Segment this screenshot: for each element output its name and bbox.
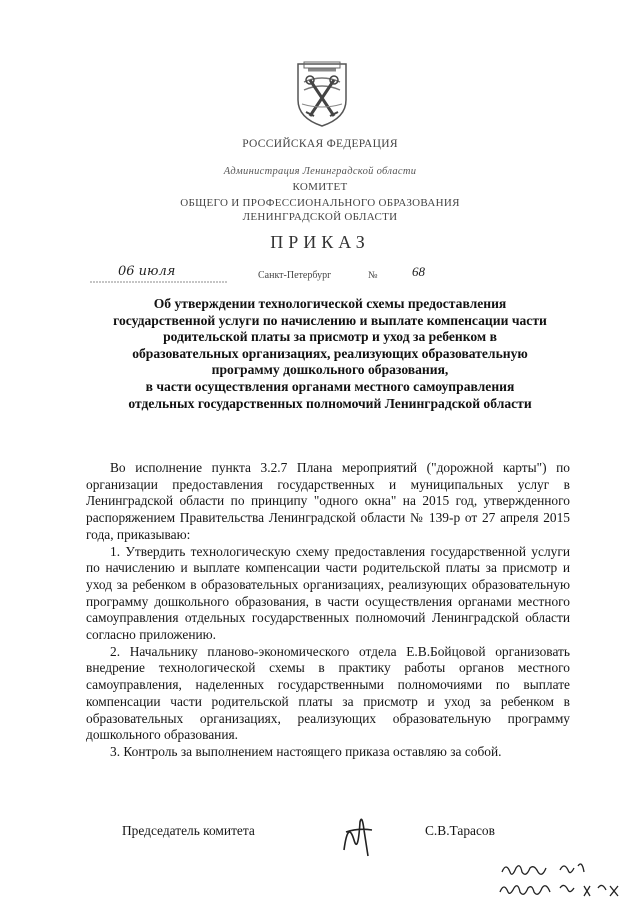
number-sign-label: №: [368, 270, 378, 281]
order-item-3: 3. Контроль за выполнением настоящего приказа оставляю за собой.: [110, 743, 502, 759]
signatory-role: Председатель комитета: [122, 823, 255, 838]
title-line: программу дошкольного образования,: [211, 362, 449, 378]
document-body: [86, 460, 570, 761]
city-label: Санкт-Петербург: [258, 270, 332, 281]
document-title: [60, 296, 600, 412]
preamble-paragraph: Во исполнение пункта 3.2.7 Плана мероприятий ("дорожной карты") по организации предоставления государственных и муниципальных услуг в Ленинградской области по принципу "одного окна" на 2015 год, утвержденного распоряжением Правительства Ленинградской области № 139-р от 27 апреля 2015 года, приказываю:: [86, 460, 570, 542]
signatory-name: С.В.Тарасов: [425, 823, 495, 838]
region-heading: ЛЕНИНГРАДСКОЙ ОБЛАСТИ: [242, 211, 398, 223]
title-line: родительской платы за присмотр и уход за ребенком в: [163, 329, 497, 345]
title-line: Об утверждении технологической схемы предоставления: [153, 296, 507, 311]
administration-heading: Администрация Ленинградской области: [223, 166, 417, 177]
order-item-1: 1. Утвердить технологическую схему предоставления государственной услуги по начислению и выплате компенсации части родительской платы за присмотр и уход за ребенком в образовательных организациях, реализующих образовательную программу дошкольного образования, в части осуществления органами местного самоуправления отдельных государственных полномочий Ленинградской области согласно приложению.: [86, 543, 570, 643]
country-heading: РОССИЙСКАЯ ФЕДЕРАЦИЯ: [242, 138, 398, 150]
document-type-title: ПРИКАЗ: [270, 232, 370, 252]
title-line: в части осуществления органами местного самоуправления: [145, 378, 515, 394]
handwritten-number: 68: [412, 264, 425, 279]
coat-of-arms-emblem: [292, 60, 352, 128]
handwritten-signature: [338, 810, 378, 862]
title-line: государственной услуги по начислению и выплате компенсации части: [113, 312, 547, 328]
committee-heading: КОМИТЕТ: [292, 181, 348, 193]
title-line: образовательных организациях, реализующих образовательную: [132, 345, 528, 361]
handwritten-executor-note: [498, 858, 628, 903]
committee-name-heading: ОБЩЕГО И ПРОФЕССИОНАЛЬНОГО ОБРАЗОВАНИЯ: [180, 197, 460, 209]
handwritten-date: 06 июля: [118, 264, 176, 279]
title-line: отдельных государственных полномочий Ленинградской области: [128, 395, 532, 411]
order-item-2: 2. Начальнику планово-экономического отдела Е.В.Бойцовой организовать внедрение технологической схемы в практику работы органов местного самоуправления, наделенных государственными полномочиями по выплате компенсации части родительской платы за присмотр и уход за ребенком в образовательных организациях, реализующих образовательную программу дошкольного образования.: [86, 643, 570, 743]
